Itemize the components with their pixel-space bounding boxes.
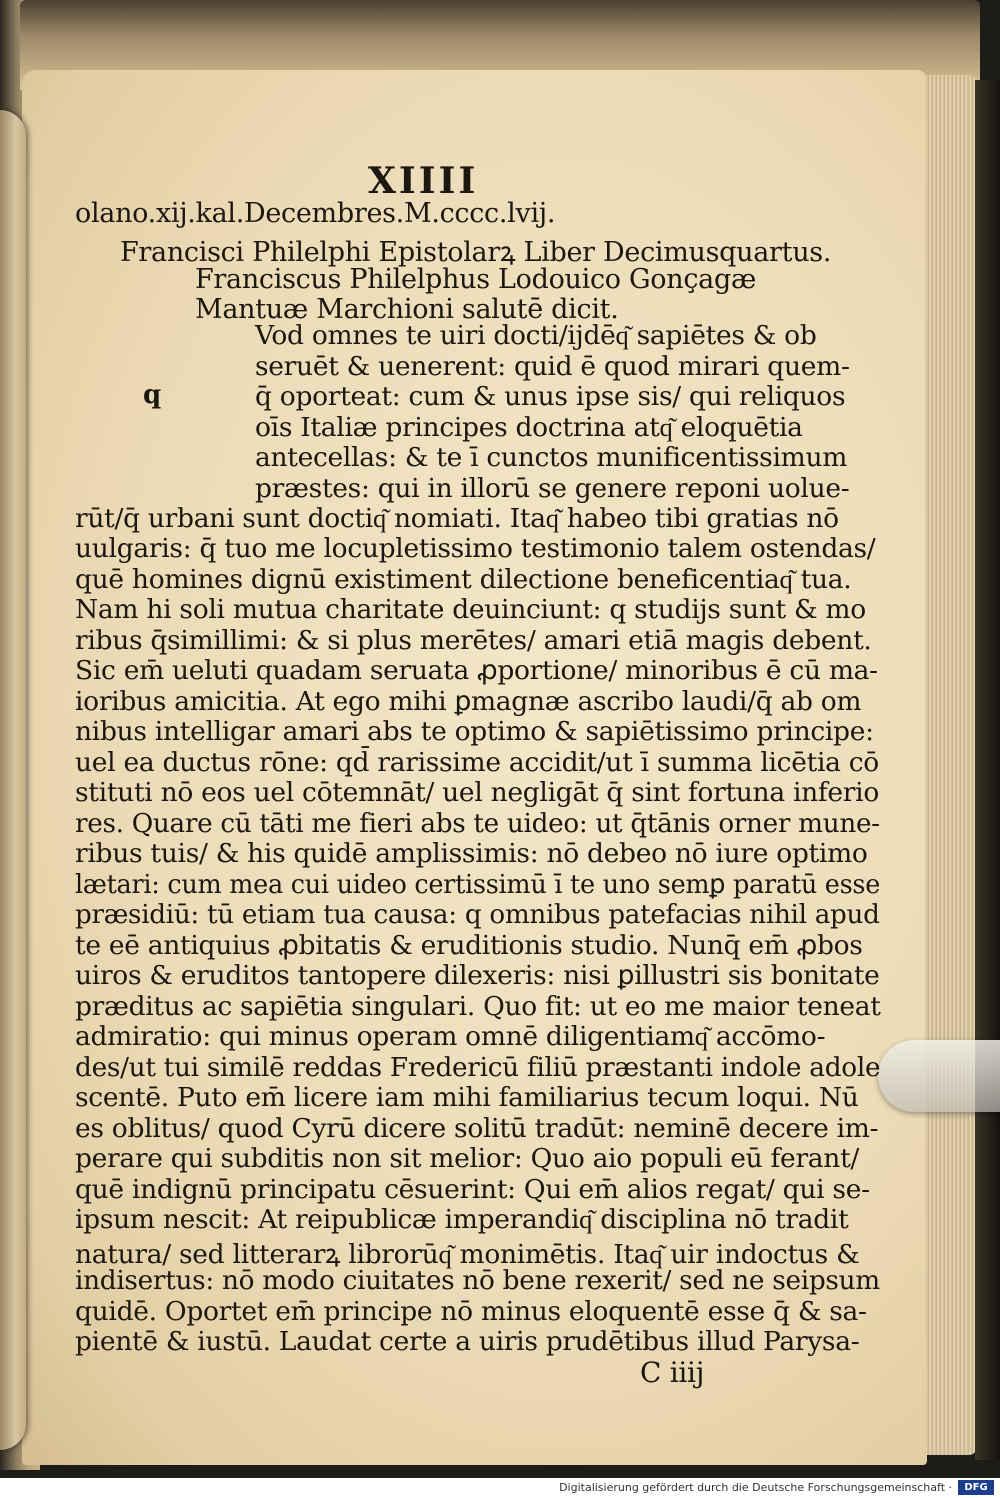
text-line: quidē. Oportet em̄ principe nō minus eloquentē esse q̄ & sa- [75, 1296, 867, 1327]
text-line: es oblitus/ quod Cyrū dicere solitū tradūt: neminē decere im- [75, 1113, 879, 1144]
dfg-logo[interactable]: DFG [958, 1480, 994, 1495]
left-page-curl [0, 110, 26, 1450]
text-line: natura/ sed litterarꝝ librorūq͂ monimētis. Itaq͂ uir indoctus & [75, 1239, 860, 1270]
text-line: nibus intelligar amari abs te optimo & sapiētissimo principe: [75, 716, 874, 747]
text-line: stituti nō eos uel cōtemnāt/ uel negligāt q̄ sint fortuna inferio [75, 777, 879, 808]
text-line: uel ea ductus rōne: qd̄ rarissime accidit/ut ī summa licētia cō [75, 747, 879, 778]
text-line: q̄ oporteat: cum & unus ipse sis/ qui reliquos [255, 381, 846, 412]
text-line: Sic em̄ ueluti quadam seruata ꝓportione/ minoribus ē cū ma- [75, 655, 878, 686]
text-line: scentē. Puto em̄ licere iam mihi familiarius tecum loqui. Nū [75, 1082, 859, 1113]
text-line: Nam hi soli mutua charitate deuinciunt: q studijs sunt & mo [75, 594, 866, 625]
text-line: des/ut tui similē reddas Fredericū filiū præstanti indole adole [75, 1052, 881, 1083]
text-line: Vod omnes te uiri docti/ijdēq͂ sapiētes & ob [255, 320, 817, 351]
glass-page-weight [878, 1040, 1000, 1112]
book-heading: Francisci Philelphi Epistolarꝝ Liber Decimusquartus. [120, 237, 832, 268]
book-fore-edge [925, 75, 977, 1455]
text-line: præstes: qui in illorū se genere reponi uolue- [255, 473, 850, 504]
text-line: præsidiū: tū etiam tua causa: q omnibus patefacias nihil apud [75, 899, 880, 930]
text-line: lætari: cum mea cui uideo certissimū ī te uno semꝑ paratū esse [75, 869, 881, 900]
text-line: ribus tuis/ & his quidē amplissimis: nō debeo nō iure optimo [75, 838, 868, 869]
text-line: rūt/q̄ urbani sunt doctiq͂ nomiati. Itaq͂ habeo tibi gratias nō [75, 503, 839, 534]
text-line: seruēt & uenerent: quid ē quod mirari quem- [255, 351, 850, 382]
text-line: ribus q̄simillimi: & si plus merētes/ amari etiā magis debent. [75, 625, 872, 656]
salutation-line-2: Mantuæ Marchioni salutē dicit. [195, 294, 619, 325]
text-line: res. Quare cū tāti me fieri abs te uideo: ut q̄tānis orner mune- [75, 808, 880, 839]
guide-initial: q [143, 380, 161, 410]
text-line: quē indignū principatu cēsuerint: Qui em̄ alios regat/ qui se- [75, 1174, 870, 1205]
text-line: ioribus amicitia. At ego mihi ꝑmagnæ ascribo laudi/q̄ ab om [75, 686, 862, 717]
text-line: indisertus: nō modo ciuitates nō bene rexerit/ sed ne seipsum [75, 1265, 880, 1296]
text-line: quē homines dignū existiment dilectione beneficentiaq͂ tua. [75, 564, 852, 595]
signature-mark: C iiij [640, 1356, 705, 1389]
text-line: uiros & eruditos tantopere dilexeris: nisi ꝑillustri sis bonitate [75, 960, 880, 991]
folio-number: XIIII [368, 160, 479, 202]
text-line: te eē antiquius ꝓbitatis & eruditionis studio. Nunq̄ em̄ ꝓbos [75, 930, 863, 961]
salutation-line-1: Franciscus Philelphus Lodouico Gonçagæ [195, 264, 757, 295]
fore-edge-shadow [975, 80, 1000, 1460]
text-line: antecellas: & te ī cunctos munificentissimum [255, 442, 848, 473]
text-line: perare qui subditis non sit melior: Quo aio populi eū ferant/ [75, 1143, 860, 1174]
text-line: præditus ac sapiētia singulari. Quo fit: ut eo me maior teneat [75, 991, 881, 1022]
text-line: pientē & iustū. Laudat certe a uiris prudētibus illud Parysa- [75, 1326, 860, 1357]
footer-credit: Digitalisierung gefördert durch die Deutsche Forschungsgemeinschaft · [559, 1481, 952, 1494]
text-line: ipsum nescit: At reipublicæ imperandiq͂ disciplina nō tradit [75, 1204, 849, 1235]
text-line: oīs Italiæ principes doctrina atq͂ eloquētia [255, 412, 803, 443]
text-line: uulgaris: q̄ tuo me locupletissimo testimonio talem ostendas/ [75, 533, 876, 564]
date-line: olano.xij.kal.Decembres.M.cccc.lvij. [75, 198, 556, 229]
text-line: admiratio: qui minus operam omnē diligentiamq͂ accōmo- [75, 1021, 826, 1052]
